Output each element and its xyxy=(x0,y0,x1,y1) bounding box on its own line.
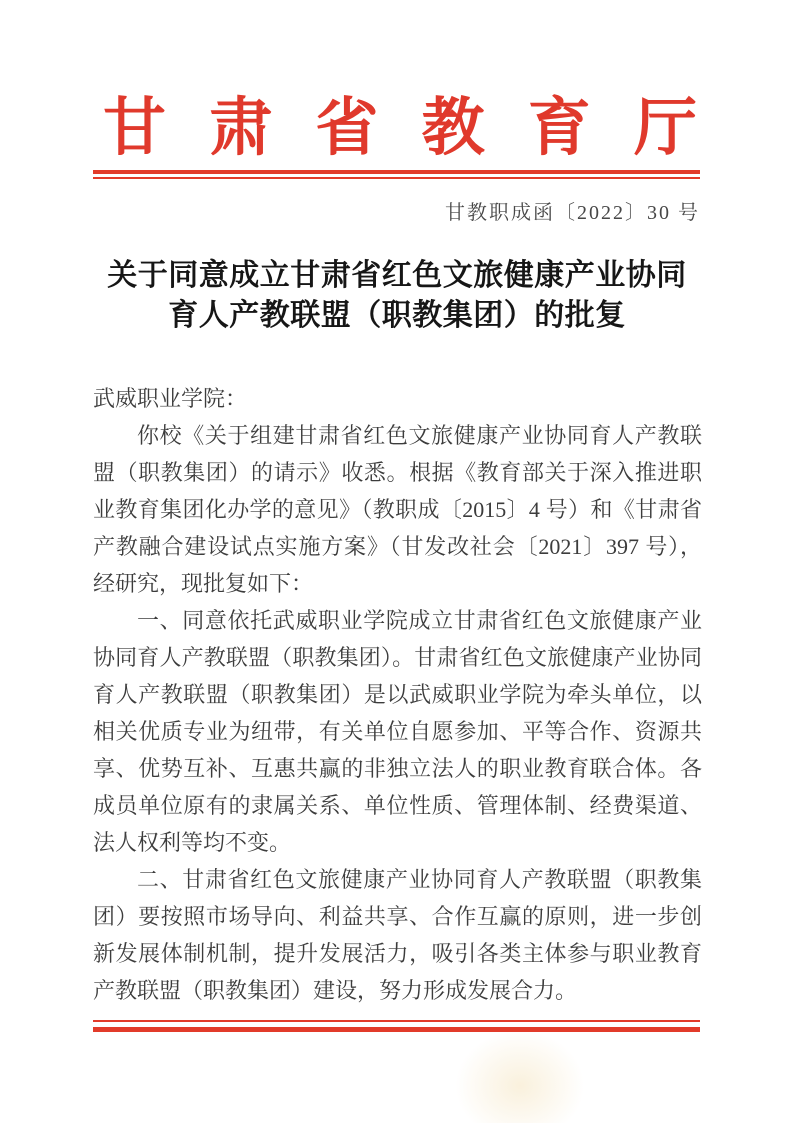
doc-number: 甘教职成函〔2022〕30 号 xyxy=(445,202,700,224)
header-rule-thin xyxy=(93,177,700,179)
footer-rule-thick xyxy=(93,1027,700,1032)
doc-title xyxy=(50,256,744,336)
body-paragraph-1: 你校《关于组建甘肃省红色文旅健康产业协同育人产教联盟（职教集团）的请示》收悉。根据《教育部关于深入推进职业教育集团化办学的意见》（教职成〔2015〕4 号）和《甘肃省产教融合建设试点实施方案》（甘发改社会〔2021〕397 号），经研究，现批复如下： xyxy=(93,423,702,596)
doc-title-line-2: 育人产教联盟（职教集团）的批复 xyxy=(168,299,626,332)
header-rule-thick xyxy=(93,170,700,174)
doc-title-line-1: 关于同意成立甘肃省红色文旅健康产业协同 xyxy=(107,259,687,292)
body-paragraph-3: 二、甘肃省红色文旅健康产业协同育人产教联盟（职教集团）要按照市场导向、利益共享、合作互赢的原则，进一步创新发展体制机制，提升发展活力，吸引各类主体参与职业教育产教联盟（职教集团）建设，努力形成发展合力。 xyxy=(93,867,702,1003)
body-paragraph-2: 一、同意依托武威职业学院成立甘肃省红色文旅健康产业协同育人产教联盟（职教集团）。甘肃省红色文旅健康产业协同育人产教联盟（职教集团）是以武威职业学院为牵头单位，以相关优质专业为纽带，有关单位自愿参加、平等合作、资源共享、优势互补、互惠共赢的非独立法人的职业教育联合体。各成员单位原有的隶属关系、单位性质、管理体制、经费渠道、法人权利等均不变。 xyxy=(93,608,702,855)
salutation: 武威职业学院： xyxy=(93,386,248,411)
scan-artifact xyxy=(455,1030,585,1123)
agency-name: 甘 肃 省 教 育 厅 xyxy=(103,93,697,163)
footer-rule-thin xyxy=(93,1020,700,1022)
document-body xyxy=(93,380,702,1009)
